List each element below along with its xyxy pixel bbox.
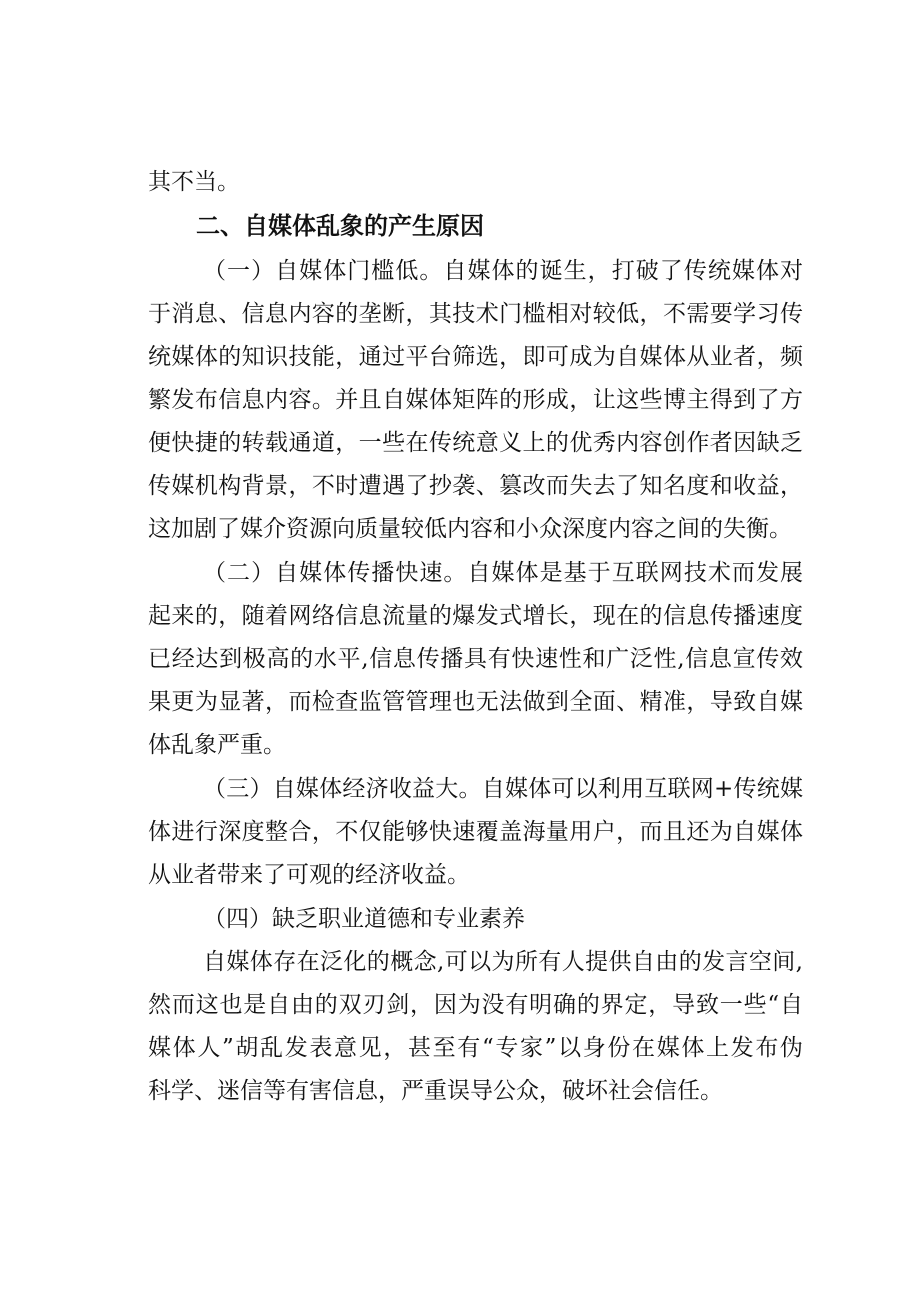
paragraph-line: 媒体人”胡乱发表意见，甚至有“专家”以身份在媒体上发布伪 xyxy=(148,1035,803,1061)
paragraph-line: 然而这也是自由的双刃剑，因为没有明确的界定，导致一些“自 xyxy=(148,992,803,1018)
paragraph-line: 已经达到极高的水平,信息传播具有快速性和广泛性,信息宣传效 xyxy=(148,646,803,672)
paragraph-line: 这加剧了媒介资源向质量较低内容和小众深度内容之间的失衡。 xyxy=(148,516,792,542)
paragraph-line: 繁发布信息内容。并且自媒体矩阵的形成，让这些博主得到了方 xyxy=(148,387,803,413)
paragraph-line: 统媒体的知识技能，通过平台筛选，即可成为自媒体从业者，频 xyxy=(148,344,803,370)
paragraph-line: 果更为显著，而检查监管管理也无法做到全面、精准，导致自媒 xyxy=(148,689,803,715)
section-heading: 二、自媒体乱象的产生原因 xyxy=(196,212,484,240)
section-subheading: （四）缺乏职业道德和专业素养 xyxy=(203,906,525,932)
paragraph-line: （三）自媒体经济收益大。自媒体可以利用互联网+传统媒 xyxy=(203,776,803,802)
paragraph-line: 科学、迷信等有害信息，严重误导公众，破坏社会信任。 xyxy=(148,1078,723,1104)
paragraph-line: 体乱象严重。 xyxy=(148,732,286,758)
paragraph-line: 自媒体存在泛化的概念,可以为所有人提供自由的发言空间, xyxy=(203,949,803,975)
paragraph-line: 起来的，随着网络信息流量的爆发式增长，现在的信息传播速度 xyxy=(148,603,803,629)
paragraph-line: （一）自媒体门槛低。自媒体的诞生，打破了传统媒体对 xyxy=(203,258,803,284)
paragraph-line: 传媒机构背景，不时遭遇了抄袭、篡改而失去了知名度和收益， xyxy=(148,473,803,499)
paragraph-line: 于消息、信息内容的垄断，其技术门槛相对较低，不需要学习传 xyxy=(148,301,803,327)
paragraph-line: 从业者带来了可观的经济收益。 xyxy=(148,862,470,888)
paragraph-line: 便快捷的转载通道，一些在传统意义上的优秀内容创作者因缺乏 xyxy=(148,430,803,456)
paragraph-line: 其不当。 xyxy=(148,169,240,195)
paragraph-line: （二）自媒体传播快速。自媒体是基于互联网技术而发展 xyxy=(203,560,803,586)
paragraph-line: 体进行深度整合，不仅能够快速覆盖海量用户，而且还为自媒体 xyxy=(148,819,803,845)
